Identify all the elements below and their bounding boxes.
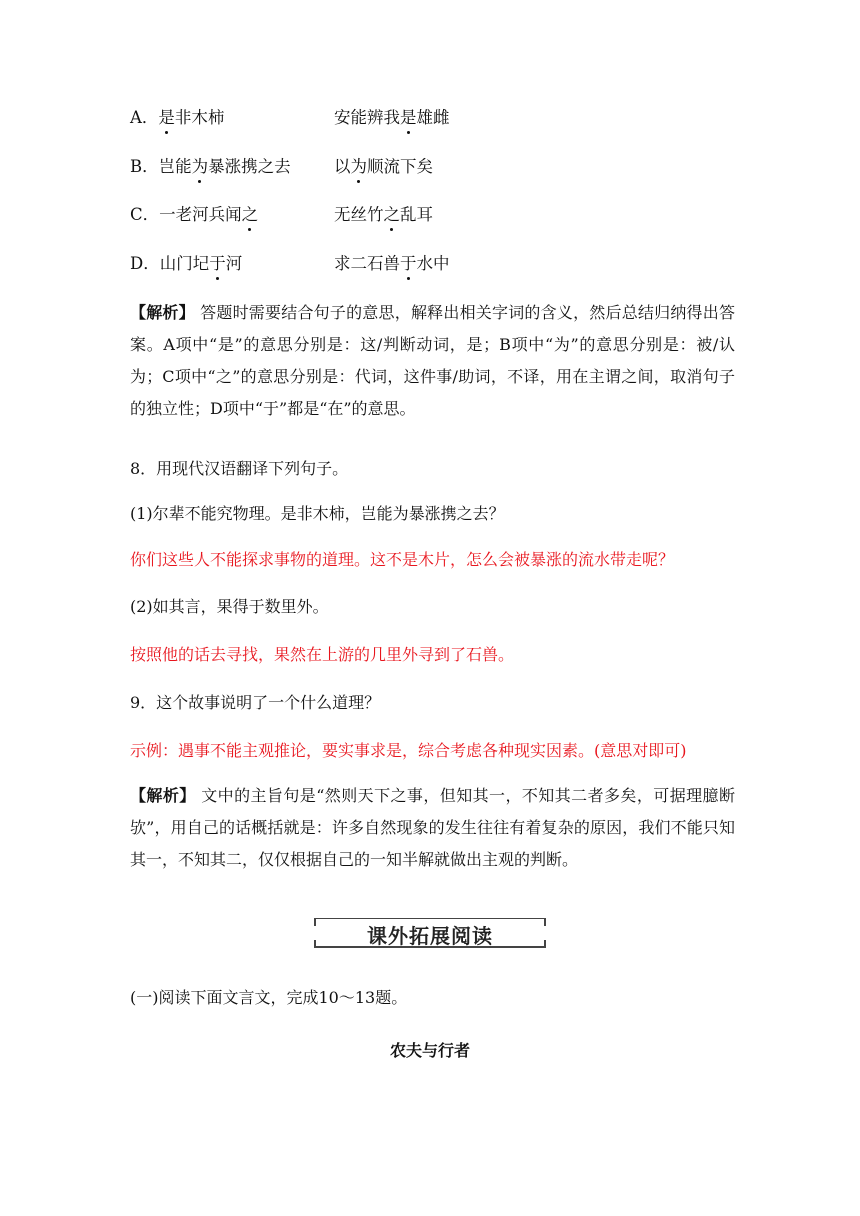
analysis-1 bbox=[130, 297, 735, 425]
question-8-sentence-2: (2)如其言，果得于数里外。 bbox=[130, 597, 329, 616]
option-c-left: C．一老河兵闻之 bbox=[130, 203, 258, 227]
passage-title: 农夫与行者 bbox=[389, 1041, 470, 1060]
option-b-left: B．岂能为暴涨携之去 bbox=[130, 155, 291, 179]
question-9-answer: 示例：遇事不能主观推论，要实事求是，综合考虑各种现实因素。(意思对即可) bbox=[130, 741, 687, 760]
section-banner-title: 课外拓展阅读 bbox=[367, 924, 493, 948]
section-banner bbox=[314, 918, 546, 948]
analysis-label: 【解析】 bbox=[130, 786, 196, 805]
analysis-label: 【解析】 bbox=[130, 303, 195, 322]
analysis-2 bbox=[130, 780, 735, 876]
option-c-right: 无丝竹之乱耳 bbox=[334, 203, 433, 227]
question-8-answer-2: 按照他的话去寻找，果然在上游的几里外寻到了石兽。 bbox=[130, 645, 515, 664]
option-b-right: 以为顺流下矣 bbox=[334, 155, 433, 179]
analysis-text: 文中的主旨句是“然则天下之事，但知其一，不知其二者多矣，可据理臆断欤”，用自己的话概括就是：许多自然现象的发生往往有着复杂的原因，我们不能只知其一，不知其二，仅仅根据自己的一知半解就做出主观的判断。 bbox=[130, 786, 735, 869]
option-d-right: 求二石兽于水中 bbox=[334, 252, 450, 276]
option-d-left: D．山门圮于河 bbox=[130, 252, 242, 276]
reading-instruction: (一)阅读下面文言文，完成10～13题。 bbox=[130, 988, 408, 1007]
question-8-sentence-1: (1)尔辈不能究物理。是非木柿，岂能为暴涨携之去？ bbox=[130, 504, 505, 523]
analysis-text: 答题时需要结合句子的意思，解释出相关字词的含义，然后总结归纳得出答案。A项中“是”的意思分别是：这/判断动词，是；B项中“为”的意思分别是：被/认为；C项中“之”的意思分别是：代词，这件事/助词，不译，用在主谓之间，取消句子的独立性；D项中“于”都是“在”的意思。 bbox=[130, 303, 735, 418]
question-9-stem: 9．这个故事说明了一个什么道理？ bbox=[130, 693, 381, 712]
question-8-answer-1: 你们这些人不能探求事物的道理。这不是木片，怎么会被暴涨的流水带走呢？ bbox=[130, 550, 675, 569]
option-a-right: 安能辨我是雄雌 bbox=[334, 106, 450, 130]
option-a-left: A．是非木柿 bbox=[130, 106, 224, 130]
question-8-stem: 8．用现代汉语翻译下列句子。 bbox=[130, 459, 349, 478]
